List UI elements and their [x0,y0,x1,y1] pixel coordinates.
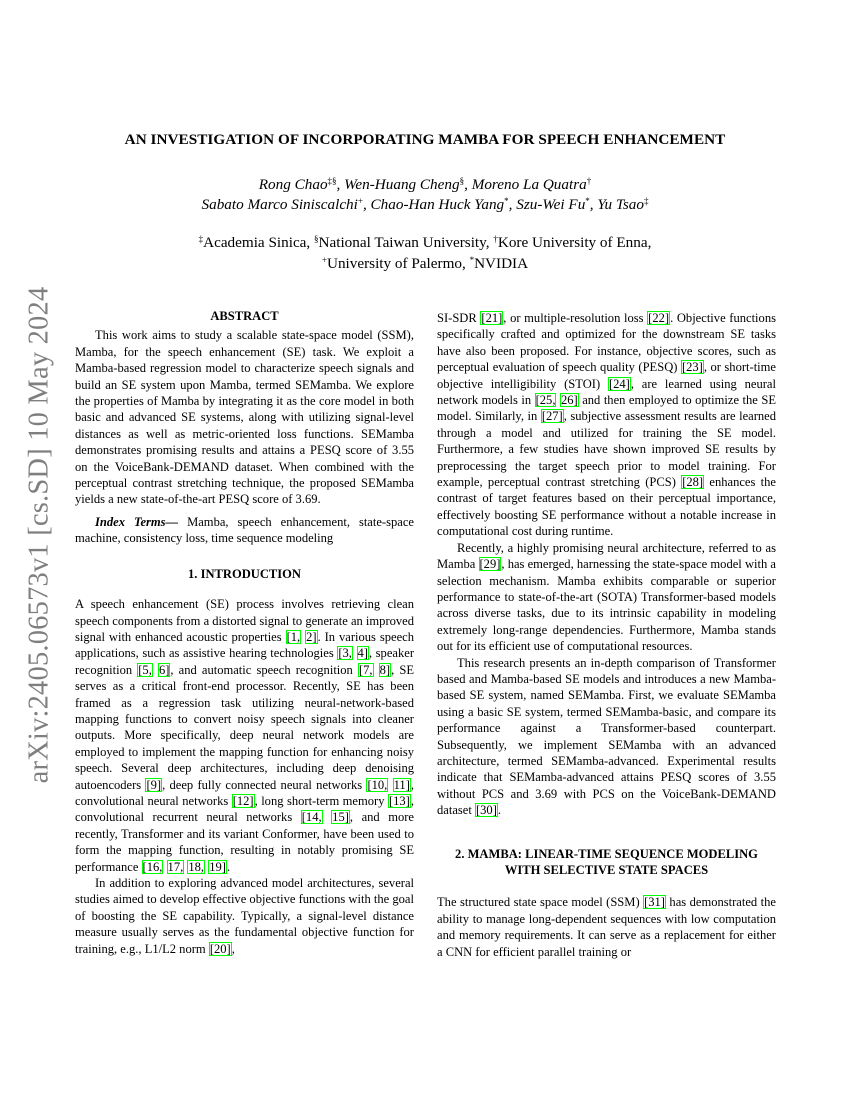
citation-link[interactable]: [14, [301,810,322,825]
body-text: , convolutional recurrent neural networks [75,793,414,825]
citation-link[interactable]: 18, [188,859,205,874]
author-name: Szu-Wei Fu [516,195,586,213]
citation-link[interactable]: [16, [142,859,163,874]
author-mark: + [357,195,363,206]
affil-mark: § [314,234,319,244]
citation-link[interactable]: [23] [681,360,703,375]
citation-link[interactable]: [24] [608,376,630,391]
citation-link[interactable]: [30] [475,803,497,818]
author-mark: ‡ [643,195,649,206]
body-text: SI-SDR [437,311,481,325]
body-text: In addition to exploring advanced model architectures, several studies aimed to develop effective objective functions with the goal of boosting the SE capability. Typically, a signal-level distance measure usually serves as the fundamental objective function for training, e.g., L1/L2 norm [75,876,414,956]
body-text: and then employed to optimize the SE model. Similarly, in [437,393,776,424]
index-terms [75,514,414,547]
author-mark: § [459,176,465,186]
body-text: , deep fully connected neural networks [162,777,367,792]
author-name: Moreno La Quatra [471,176,587,193]
citation-link[interactable]: [12] [232,793,254,808]
arxiv-identifier[interactable]: arXiv:2405.06573v1 [cs.SD] 10 May 2024 [23,286,54,784]
body-text: , has emerged, harnessing the state-space model with a selection mechanism. Mamba exhibits comparable or superior performance to state-of-the-art (SOTA) Transformer-based models across diverse tasks, due to its intrinsic capability in modeling extremely long-range dependencies. Furthermore, Mamba stands out for its efficient use of computational resources. [437,557,776,654]
affiliations [75,232,775,274]
body-text: has demonstrated the ability to manage long-dependent sequences with low computation and memory requirements. It can serve as a replacement for either a CNN for efficient parallel training or [437,895,776,959]
right-paragraph-3 [437,655,776,819]
affiliation: NVIDIA [474,255,529,272]
citation-link[interactable]: [20] [209,941,231,956]
left-column [75,308,414,957]
affiliation: Kore University of Enna, [497,234,652,251]
citation-link[interactable]: 26] [560,393,578,408]
body-text: The structured state space model (SSM) [437,895,644,910]
citation-link[interactable]: 11] [393,777,410,792]
right-paragraph-1 [437,310,776,540]
body-text: , [231,941,235,956]
affiliation: National Taiwan University, [318,234,490,251]
author-line-2: Sabato Marco Siniscalchi+, Chao-Han Huck Yang*, Szu-Wei Fu*, Yu Tsao‡ [201,195,649,213]
body-text: , subjective assessment results are learned through a model and utilized for training the SE model. Furthermore, a few studies have shown improved SE results by preprocessing the target speech prior to model training. For example, perceptual contrast stretching (PCS) [437,409,777,490]
citation-link[interactable]: [13] [388,793,410,808]
right-column [437,310,776,960]
author-name: Sabato Marco Siniscalchi [201,195,358,213]
body-text: . In various speech applications, such as assistive hearing technologies [75,629,415,661]
author-mark: * [504,195,509,206]
section-2-paragraph-1 [437,894,776,960]
author-line-1: Rong Chao‡§, Wen-Huang Cheng§, Moreno La Quatra† [258,176,592,193]
citation-link[interactable]: [7, [358,662,373,677]
citation-link[interactable]: [29] [479,557,501,572]
citation-link[interactable]: [10, [367,777,388,792]
arxiv-stamp [9,255,69,815]
citation-link[interactable]: 4] [357,646,368,661]
body-text: , convolutional neural networks [75,777,415,808]
body-text: . [497,803,502,818]
index-terms-label: Index Terms— [95,514,179,529]
body-text: , speaker recognition [75,646,414,677]
right-paragraph-2 [437,540,776,655]
citation-link[interactable]: 6] [158,662,170,677]
citation-link[interactable]: [3, [338,646,352,661]
body-text: . Objective functions specifically crafted and optimized for the downstream SE tasks have also been proposed. For instance, objective scores, such as perceptual evaluation of speech quality (PESQ) [437,311,776,375]
citation-link[interactable]: [9] [146,777,162,792]
affiliation-line-2 [75,253,775,274]
citation-link[interactable]: 19] [209,859,226,874]
body-text: , and automatic speech recognition [170,662,358,677]
section-2-heading-line-1: 2. MAMBA: LINEAR-TIME SEQUENCE MODELING [455,846,758,861]
citation-link[interactable]: [28] [682,475,704,490]
affiliation-line-1 [75,232,775,253]
body-text: , SE serves as a critical front-end processor. Recently, SE has been framed as a regression task utilizing neural-network-based mapping functions to convert noisy speech signals into cleaner outputs. More specifically, deep neural network models are employed to implement the mapping function for enhancing noisy speech. Several deep architectures, including deep denoising autoencoders [75,662,414,792]
body-text: , are learned using neural network models in [437,376,776,408]
abstract-heading: ABSTRACT [210,309,279,323]
citation-link[interactable]: [22] [648,311,670,325]
intro-paragraph-2 [75,875,414,957]
citation-link[interactable]: [27] [541,409,563,424]
author-mark: ‡§ [327,176,337,186]
index-terms-text: Mamba, speech enhancement, state-space machine, consistency loss, time sequence modeling [75,514,414,546]
body-text: , long short-term memory [254,793,388,808]
intro-paragraph-1 [75,596,414,875]
citation-link[interactable]: [21] [481,311,503,325]
citation-link[interactable]: 17, [167,859,184,874]
citation-link[interactable]: [1, [286,629,301,644]
citation-link[interactable]: 15] [332,810,349,825]
body-text: A speech enhancement (SE) process involves retrieving clean speech components from a distorted signal to generate an improved signal with enhanced acoustic properties [75,597,415,644]
author-list [75,175,775,214]
paper-title: AN INVESTIGATION OF INCORPORATING MAMBA FOR SPEECH ENHANCEMENT [124,131,726,148]
section-2-heading-line-2: WITH SELECTIVE STATE SPACES [504,863,709,877]
citation-link[interactable]: 2] [306,629,317,644]
author-name: Rong Chao [258,176,328,193]
affiliation: University of Palermo, [327,255,466,272]
body-text: , and more recently, Transformer and its variant Conformer, have been used to form the mapping function, resulting in notably promising SE performance [75,810,415,874]
body-text: , or short-time objective intelligibility (STOI) [437,360,776,391]
author-name: Chao-Han Huck Yang [370,195,505,213]
affiliation: Academia Sinica, [203,234,311,251]
affil-mark: + [321,255,327,265]
citation-link[interactable]: [5, [138,662,152,677]
body-text: enhances the contrast of target features based on their perceptual importance, effectively boosting SE performance without a notable increase in computational cost during runtime. [437,475,776,539]
author-mark: * [585,195,590,206]
body-text: . [226,859,231,874]
affil-mark: ‡ [198,234,204,244]
author-name: Yu Tsao [597,195,644,213]
body-text: This research presents an in-depth comparison of Transformer based and Mamba-based SE models and introduces a new Mamba-based SE system, named SEMamba. First, we evaluate SEMamba using a basic SE system, termed SEMamba-basic, and compare its performance against a Transformer-based counterpart. Subsequently, we implement SEMamba with an advanced architecture, termed SEMamba-advanced. Experimental results indicate that SEMamba-advanced attains PESQ scores of 3.55 without PCS and 3.69 with PCS on the VoiceBank-DEMAND dataset [437,655,776,818]
affil-mark: * [469,255,475,265]
abstract-text: This work aims to study a scalable state-space model (SSM), Mamba, for the speech enhancement (SE) task. We exploit a Mamba-based regression model to characterize speech signals and build an SE system upon Mamba, termed SEMamba. We explore the properties of Mamba by integrating it as the core model in both basic and advanced SE systems, along with utilizing signal-level distances as well as metric-oriented loss functions. SEMamba demonstrates promising results and attains a PESQ score of 3.55 on the VoiceBank-DEMAND dataset. When combined with the perceptual contrast stretching technique, the proposed SEMamba yields a new state-of-the-art PESQ score of 3.69. [75,328,414,507]
body-text: , or multiple-resolution loss [503,311,648,325]
affil-mark: † [493,234,498,244]
author-name: Wen-Huang Cheng [344,176,460,193]
section-2-heading [437,846,776,879]
body-text: Recently, a highly promising neural architecture, referred to as Mamba [437,540,776,572]
section-1-heading: 1. INTRODUCTION [188,566,301,581]
citation-link[interactable]: [31] [644,895,665,910]
author-mark: † [586,176,592,186]
citation-link[interactable]: 8] [379,662,391,677]
citation-link[interactable]: [25, [535,393,556,408]
